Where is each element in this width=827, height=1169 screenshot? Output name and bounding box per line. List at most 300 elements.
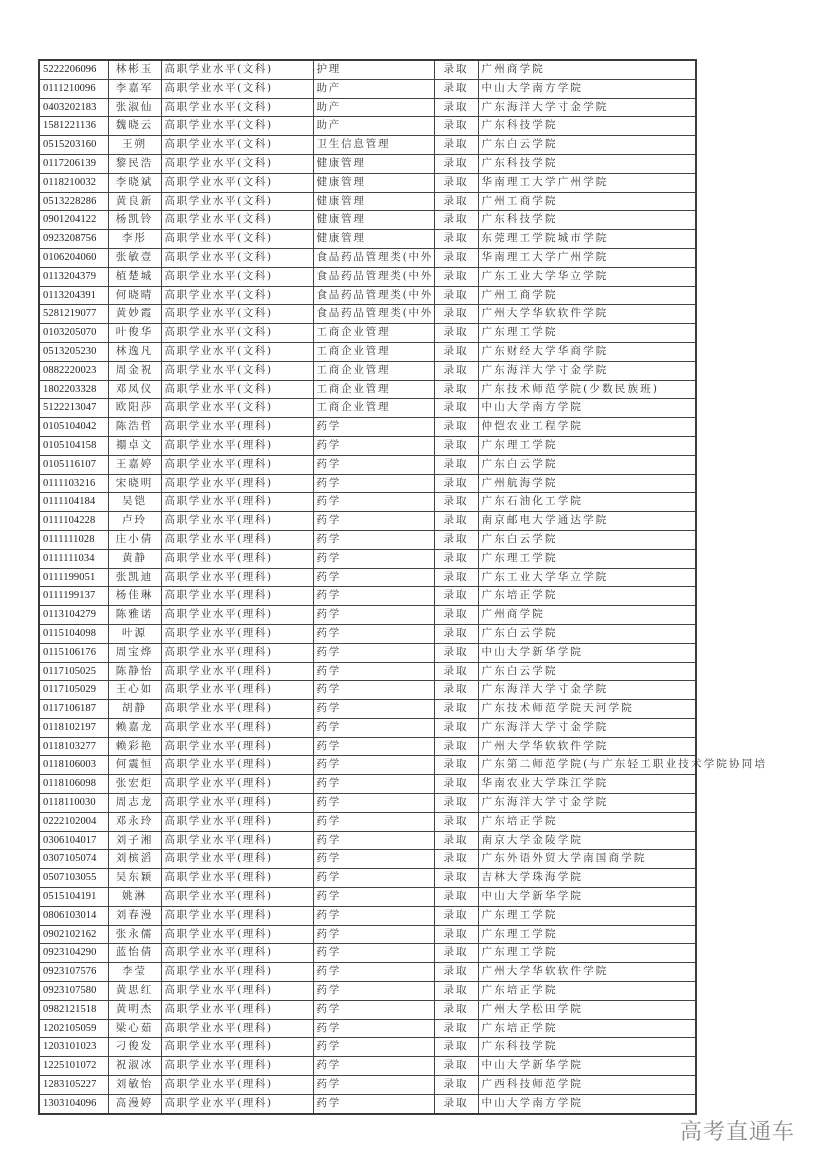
major-cell: 药学 [313,1057,434,1076]
college-cell: 华南理工大学广州学院 [478,173,696,192]
table-row [39,643,696,662]
college-cell: 广州商学院 [478,60,696,79]
table-row [39,1019,696,1038]
candidate-id-cell: 0111199051 [39,568,108,587]
status-cell: 录取 [434,831,478,850]
status-cell: 录取 [434,192,478,211]
status-cell: 录取 [434,888,478,907]
college-cell: 广东科技学院 [478,211,696,230]
major-cell: 药学 [313,512,434,531]
status-cell: 录取 [434,1000,478,1019]
table-row [39,192,696,211]
candidate-id-cell: 0111199137 [39,587,108,606]
college-cell: 中山大学南方学院 [478,1094,696,1113]
student-name-cell: 黄妙霞 [108,305,161,324]
candidate-id-cell: 0507103055 [39,869,108,888]
admission-batch-cell: 高职学业水平(文科) [161,98,313,117]
status-cell: 录取 [434,455,478,474]
candidate-id-cell: 0923107580 [39,982,108,1001]
candidate-id-cell: 1202105059 [39,1019,108,1038]
college-cell: 广东理工学院 [478,549,696,568]
candidate-id-cell: 1802203328 [39,380,108,399]
table-row [39,700,696,719]
admission-batch-cell: 高职学业水平(理科) [161,888,313,907]
student-name-cell: 黄思红 [108,982,161,1001]
admission-batch-cell: 高职学业水平(理科) [161,512,313,531]
major-cell: 健康管理 [313,230,434,249]
table-row [39,662,696,681]
student-name-cell: 王朔 [108,136,161,155]
status-cell: 录取 [434,342,478,361]
major-cell: 药学 [313,493,434,512]
college-cell: 广州大学华软软件学院 [478,963,696,982]
admission-batch-cell: 高职学业水平(理科) [161,831,313,850]
major-cell: 药学 [313,831,434,850]
table-row [39,248,696,267]
status-cell: 录取 [434,982,478,1001]
table-row [39,230,696,249]
table-row [39,211,696,230]
table-row [39,512,696,531]
student-name-cell: 林彬玉 [108,60,161,79]
table-row [39,493,696,512]
candidate-id-cell: 1225101072 [39,1057,108,1076]
status-cell: 录取 [434,399,478,418]
roster-body [39,60,768,1114]
table-row [39,173,696,192]
student-name-cell: 叶俊华 [108,324,161,343]
candidate-id-cell: 5222206096 [39,60,108,79]
student-name-cell: 黄静 [108,549,161,568]
status-cell: 录取 [434,812,478,831]
major-cell: 药学 [313,982,434,1001]
status-cell: 录取 [434,380,478,399]
admission-batch-cell: 高职学业水平(理科) [161,906,313,925]
student-name-cell: 刘敏怡 [108,1076,161,1095]
admission-batch-cell: 高职学业水平(文科) [161,173,313,192]
college-cell: 中山大学南方学院 [478,399,696,418]
college-cell: 广东海洋大学寸金学院 [478,681,696,700]
status-cell: 录取 [434,925,478,944]
candidate-id-cell: 1303104096 [39,1094,108,1113]
student-name-cell: 祝淑冰 [108,1057,161,1076]
college-cell: 广东科技学院 [478,154,696,173]
major-cell: 药学 [313,888,434,907]
candidate-id-cell: 0982121518 [39,1000,108,1019]
admission-batch-cell: 高职学业水平(文科) [161,192,313,211]
college-cell: 广东财经大学华商学院 [478,342,696,361]
table-row [39,850,696,869]
student-name-cell: 魏晓云 [108,117,161,136]
college-cell: 华南理工大学广州学院 [478,248,696,267]
table-row [39,794,696,813]
candidate-id-cell: 0923208756 [39,230,108,249]
candidate-id-cell: 0111104184 [39,493,108,512]
admission-batch-cell: 高职学业水平(理科) [161,1076,313,1095]
admission-batch-cell: 高职学业水平(文科) [161,267,313,286]
college-cell: 中山大学新华学院 [478,888,696,907]
student-name-cell: 何震恒 [108,756,161,775]
major-cell: 药学 [313,794,434,813]
college-cell: 广东石油化工学院 [478,493,696,512]
student-name-cell: 陈浩哲 [108,418,161,437]
major-cell: 药学 [313,1019,434,1038]
table-row [39,117,696,136]
admission-batch-cell: 高职学业水平(文科) [161,154,313,173]
major-cell: 卫生信息管理 [313,136,434,155]
student-name-cell: 卢玲 [108,512,161,531]
candidate-id-cell: 0923104290 [39,944,108,963]
major-cell: 助产 [313,98,434,117]
status-cell: 录取 [434,418,478,437]
candidate-id-cell: 5281219077 [39,305,108,324]
table-row [39,324,696,343]
student-name-cell: 李晓斌 [108,173,161,192]
major-cell: 工商企业管理 [313,361,434,380]
major-cell: 助产 [313,117,434,136]
candidate-id-cell: 0515203160 [39,136,108,155]
student-name-cell: 李莹 [108,963,161,982]
student-name-cell: 黎民浩 [108,154,161,173]
admission-batch-cell: 高职学业水平(理科) [161,963,313,982]
major-cell: 药学 [313,925,434,944]
college-cell: 广西科技师范学院 [478,1076,696,1095]
student-name-cell: 刁俊发 [108,1038,161,1057]
major-cell: 药学 [313,624,434,643]
admission-batch-cell: 高职学业水平(理科) [161,624,313,643]
student-name-cell: 王嘉婷 [108,455,161,474]
admission-batch-cell: 高职学业水平(理科) [161,850,313,869]
candidate-id-cell: 1203101023 [39,1038,108,1057]
status-cell: 录取 [434,530,478,549]
admission-batch-cell: 高职学业水平(理科) [161,718,313,737]
candidate-id-cell: 0513228286 [39,192,108,211]
college-cell: 广东培正学院 [478,812,696,831]
table-row [39,342,696,361]
status-cell: 录取 [434,624,478,643]
table-row [39,812,696,831]
major-cell: 健康管理 [313,211,434,230]
college-cell: 广东培正学院 [478,1019,696,1038]
college-cell: 广州工商学院 [478,192,696,211]
admission-batch-cell: 高职学业水平(文科) [161,117,313,136]
table-row [39,305,696,324]
college-cell: 中山大学南方学院 [478,79,696,98]
student-name-cell: 梁心茹 [108,1019,161,1038]
student-name-cell: 林逸凡 [108,342,161,361]
major-cell: 食品药品管理类(中外 [313,267,434,286]
major-cell: 助产 [313,79,434,98]
student-name-cell: 赖嘉龙 [108,718,161,737]
student-name-cell: 周金祝 [108,361,161,380]
table-row [39,869,696,888]
candidate-id-cell: 0307105074 [39,850,108,869]
student-name-cell: 张敏壹 [108,248,161,267]
table-row [39,267,696,286]
college-cell: 广州大学松田学院 [478,1000,696,1019]
status-cell: 录取 [434,79,478,98]
college-cell: 广东工业大学华立学院 [478,568,696,587]
status-cell: 录取 [434,361,478,380]
candidate-id-cell: 0111103216 [39,474,108,493]
status-cell: 录取 [434,154,478,173]
admission-batch-cell: 高职学业水平(文科) [161,399,313,418]
admission-batch-cell: 高职学业水平(文科) [161,324,313,343]
college-cell: 中山大学新华学院 [478,1057,696,1076]
admission-batch-cell: 高职学业水平(理科) [161,662,313,681]
major-cell: 药学 [313,1076,434,1095]
student-name-cell: 王心如 [108,681,161,700]
admission-batch-cell: 高职学业水平(理科) [161,944,313,963]
status-cell: 录取 [434,211,478,230]
table-row [39,436,696,455]
admission-batch-cell: 高职学业水平(理科) [161,1000,313,1019]
college-cell: 中山大学新华学院 [478,643,696,662]
table-row [39,549,696,568]
college-cell: 广州大学华软软件学院 [478,305,696,324]
college-cell: 广东培正学院 [478,982,696,1001]
candidate-id-cell: 0103205070 [39,324,108,343]
table-row [39,737,696,756]
status-cell: 录取 [434,493,478,512]
candidate-id-cell: 0222102004 [39,812,108,831]
admission-batch-cell: 高职学业水平(理科) [161,737,313,756]
student-name-cell: 禤卓文 [108,436,161,455]
college-cell: 广州航海学院 [478,474,696,493]
candidate-id-cell: 0113204379 [39,267,108,286]
college-cell: 广州商学院 [478,606,696,625]
college-cell: 广东技术师范学院天河学院 [478,700,696,719]
table-row [39,831,696,850]
table-row [39,1076,696,1095]
admission-batch-cell: 高职学业水平(文科) [161,136,313,155]
table-row [39,418,696,437]
candidate-id-cell: 0105104158 [39,436,108,455]
student-name-cell: 叶源 [108,624,161,643]
major-cell: 工商企业管理 [313,342,434,361]
status-cell: 录取 [434,700,478,719]
major-cell: 药学 [313,1038,434,1057]
table-row [39,286,696,305]
status-cell: 录取 [434,869,478,888]
candidate-id-cell: 1581221136 [39,117,108,136]
table-row [39,530,696,549]
admission-batch-cell: 高职学业水平(理科) [161,982,313,1001]
admission-batch-cell: 高职学业水平(理科) [161,1019,313,1038]
admission-batch-cell: 高职学业水平(理科) [161,681,313,700]
major-cell: 药学 [313,587,434,606]
candidate-id-cell: 0117106187 [39,700,108,719]
major-cell: 药学 [313,775,434,794]
candidate-id-cell: 0113104279 [39,606,108,625]
table-row [39,79,696,98]
admission-batch-cell: 高职学业水平(理科) [161,794,313,813]
student-name-cell: 邓凤仪 [108,380,161,399]
college-cell: 华南农业大学珠江学院 [478,775,696,794]
student-name-cell: 周宝烨 [108,643,161,662]
candidate-id-cell: 0115106176 [39,643,108,662]
major-cell: 护理 [313,60,434,79]
table-row [39,361,696,380]
major-cell: 药学 [313,944,434,963]
major-cell: 药学 [313,737,434,756]
table-row [39,1038,696,1057]
status-cell: 录取 [434,305,478,324]
status-cell: 录取 [434,906,478,925]
admission-batch-cell: 高职学业水平(理科) [161,549,313,568]
major-cell: 药学 [313,756,434,775]
student-name-cell: 黄良新 [108,192,161,211]
table-row [39,681,696,700]
college-cell: 南京邮电大学通达学院 [478,512,696,531]
status-cell: 录取 [434,286,478,305]
admission-batch-cell: 高职学业水平(文科) [161,286,313,305]
candidate-id-cell: 0901204122 [39,211,108,230]
admission-batch-cell: 高职学业水平(文科) [161,79,313,98]
table-row [39,568,696,587]
status-cell: 录取 [434,587,478,606]
admission-batch-cell: 高职学业水平(理科) [161,1057,313,1076]
admission-batch-cell: 高职学业水平(理科) [161,493,313,512]
table-row [39,624,696,643]
status-cell: 录取 [434,60,478,79]
college-cell: 广东技术师范学院(少数民族班) [478,380,696,399]
student-name-cell: 张凯迪 [108,568,161,587]
student-name-cell: 吴东颖 [108,869,161,888]
status-cell: 录取 [434,1057,478,1076]
status-cell: 录取 [434,718,478,737]
table-row [39,756,696,775]
student-name-cell: 张宏炬 [108,775,161,794]
college-cell: 广东外语外贸大学南国商学院 [478,850,696,869]
major-cell: 工商企业管理 [313,380,434,399]
status-cell: 录取 [434,549,478,568]
status-cell: 录取 [434,794,478,813]
admission-batch-cell: 高职学业水平(理科) [161,775,313,794]
status-cell: 录取 [434,737,478,756]
student-name-cell: 何晓晴 [108,286,161,305]
table-row [39,963,696,982]
college-cell: 广东工业大学华立学院 [478,267,696,286]
candidate-id-cell: 0113204391 [39,286,108,305]
status-cell: 录取 [434,248,478,267]
status-cell: 录取 [434,606,478,625]
admission-batch-cell: 高职学业水平(文科) [161,342,313,361]
table-row [39,925,696,944]
status-cell: 录取 [434,173,478,192]
status-cell: 录取 [434,568,478,587]
status-cell: 录取 [434,1076,478,1095]
candidate-id-cell: 0118110030 [39,794,108,813]
table-row [39,587,696,606]
college-cell: 吉林大学珠海学院 [478,869,696,888]
college-cell: 广州工商学院 [478,286,696,305]
candidate-id-cell: 0111111034 [39,549,108,568]
table-row [39,154,696,173]
major-cell: 健康管理 [313,154,434,173]
student-name-cell: 宋晓明 [108,474,161,493]
candidate-id-cell: 0118106098 [39,775,108,794]
major-cell: 药学 [313,418,434,437]
status-cell: 录取 [434,267,478,286]
status-cell: 录取 [434,324,478,343]
admission-batch-cell: 高职学业水平(理科) [161,925,313,944]
major-cell: 食品药品管理类(中外 [313,305,434,324]
status-cell: 录取 [434,1094,478,1113]
student-name-cell: 庄小倩 [108,530,161,549]
candidate-id-cell: 0115104098 [39,624,108,643]
admission-batch-cell: 高职学业水平(理科) [161,812,313,831]
candidate-id-cell: 0513205230 [39,342,108,361]
student-name-cell: 蓝怡倩 [108,944,161,963]
admission-batch-cell: 高职学业水平(文科) [161,60,313,79]
student-name-cell: 邓永玲 [108,812,161,831]
student-name-cell: 刘槟滔 [108,850,161,869]
status-cell: 录取 [434,963,478,982]
admission-batch-cell: 高职学业水平(理科) [161,1038,313,1057]
table-row [39,98,696,117]
table-row [39,60,696,79]
candidate-id-cell: 0111210096 [39,79,108,98]
student-name-cell: 植楚城 [108,267,161,286]
college-cell: 广东白云学院 [478,136,696,155]
candidate-id-cell: 0118106003 [39,756,108,775]
student-name-cell: 高漫婷 [108,1094,161,1113]
student-name-cell: 欧阳莎 [108,399,161,418]
college-cell: 广东科技学院 [478,1038,696,1057]
status-cell: 录取 [434,117,478,136]
student-name-cell: 杨佳琳 [108,587,161,606]
college-cell: 广东海洋大学寸金学院 [478,718,696,737]
table-row [39,606,696,625]
table-row [39,455,696,474]
candidate-id-cell: 0117206139 [39,154,108,173]
college-cell: 广东理工学院 [478,925,696,944]
college-cell: 广东科技学院 [478,117,696,136]
status-cell: 录取 [434,474,478,493]
major-cell: 食品药品管理类(中外 [313,248,434,267]
college-cell: 南京大学金陵学院 [478,831,696,850]
student-name-cell: 杨凯铃 [108,211,161,230]
admission-batch-cell: 高职学业水平(理科) [161,1094,313,1113]
table-row [39,1094,696,1113]
college-cell: 东莞理工学院城市学院 [478,230,696,249]
table-row [39,474,696,493]
student-name-cell: 姚淋 [108,888,161,907]
college-cell: 广东海洋大学寸金学院 [478,361,696,380]
table-row [39,380,696,399]
admission-batch-cell: 高职学业水平(理科) [161,869,313,888]
college-cell: 广东培正学院 [478,587,696,606]
admission-batch-cell: 高职学业水平(理科) [161,530,313,549]
student-name-cell: 李嘉军 [108,79,161,98]
candidate-id-cell: 0106204060 [39,248,108,267]
candidate-id-cell: 0923107576 [39,963,108,982]
admission-batch-cell: 高职学业水平(理科) [161,606,313,625]
admission-batch-cell: 高职学业水平(理科) [161,455,313,474]
student-name-cell: 刘春漫 [108,906,161,925]
major-cell: 药学 [313,869,434,888]
major-cell: 药学 [313,700,434,719]
major-cell: 药学 [313,906,434,925]
major-cell: 药学 [313,643,434,662]
candidate-id-cell: 0117105025 [39,662,108,681]
major-cell: 药学 [313,606,434,625]
college-cell: 广东白云学院 [478,662,696,681]
student-name-cell: 吴铠 [108,493,161,512]
status-cell: 录取 [434,98,478,117]
table-row [39,1000,696,1019]
